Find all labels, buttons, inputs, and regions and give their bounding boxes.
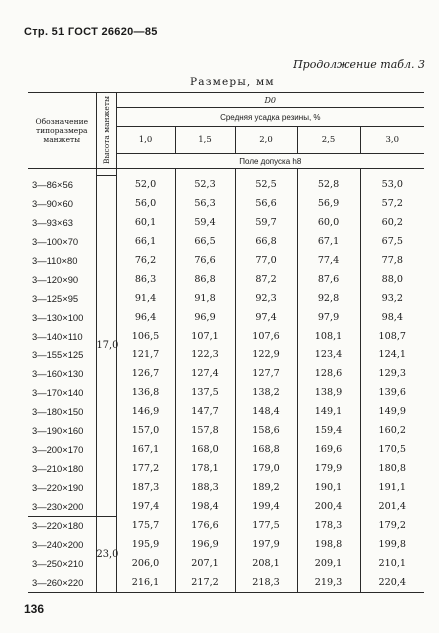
d0-value-cell: 59,4 bbox=[175, 213, 235, 232]
designation-cell: 3—230×200 bbox=[28, 497, 96, 516]
d0-value-cell: 59,7 bbox=[235, 213, 297, 232]
d0-value-cell: 77,8 bbox=[360, 251, 424, 270]
d0-value-cell: 199,8 bbox=[360, 535, 424, 554]
table-row bbox=[28, 176, 424, 195]
designation-cell: 3—250×210 bbox=[28, 554, 96, 573]
d0-value-cell: 176,6 bbox=[175, 516, 235, 535]
d0-value-cell: 199,4 bbox=[235, 497, 297, 516]
d0-value-cell: 200,4 bbox=[297, 497, 360, 516]
table-row bbox=[28, 308, 424, 327]
d0-value-cell: 179,9 bbox=[297, 459, 360, 478]
height-column-header: Высота манжеты bbox=[101, 95, 111, 164]
d0-value-cell: 147,7 bbox=[175, 402, 235, 421]
table-row bbox=[28, 251, 424, 270]
d0-value-cell: 189,2 bbox=[235, 478, 297, 497]
d0-value-cell: 159,4 bbox=[297, 421, 360, 440]
d0-value-cell: 60,0 bbox=[297, 213, 360, 232]
d0-value-cell: 207,1 bbox=[175, 554, 235, 573]
d0-value-cell: 175,7 bbox=[116, 516, 175, 535]
d0-value-cell: 136,8 bbox=[116, 383, 175, 402]
d0-value-cell: 127,4 bbox=[175, 364, 235, 383]
d0-value-cell: 87,6 bbox=[297, 270, 360, 289]
d0-value-cell: 52,8 bbox=[297, 176, 360, 195]
d0-value-cell: 178,1 bbox=[175, 459, 235, 478]
d0-value-cell: 126,7 bbox=[116, 364, 175, 383]
d0-value-cell: 177,5 bbox=[235, 516, 297, 535]
d0-value-cell: 168,8 bbox=[235, 440, 297, 459]
d0-value-cell: 149,1 bbox=[297, 402, 360, 421]
d0-value-cell: 208,1 bbox=[235, 554, 297, 573]
d0-value-cell: 92,3 bbox=[235, 289, 297, 308]
d0-value-cell: 92,8 bbox=[297, 289, 360, 308]
d0-value-cell: 56,3 bbox=[175, 194, 235, 213]
d0-value-cell: 88,0 bbox=[360, 270, 424, 289]
d0-value-cell: 157,0 bbox=[116, 421, 175, 440]
d0-value-cell: 139,6 bbox=[360, 383, 424, 402]
designation-cell: 3—155×125 bbox=[28, 346, 96, 365]
shrinkage-value: 1,0 bbox=[116, 127, 175, 154]
d0-value-cell: 148,4 bbox=[235, 402, 297, 421]
d0-value-cell: 167,1 bbox=[116, 440, 175, 459]
d0-value-cell: 86,8 bbox=[175, 270, 235, 289]
d0-value-cell: 128,6 bbox=[297, 364, 360, 383]
d0-value-cell: 196,9 bbox=[175, 535, 235, 554]
shrinkage-value: 1,5 bbox=[175, 127, 235, 154]
designation-cell: 3—260×220 bbox=[28, 573, 96, 592]
d0-value-cell: 76,2 bbox=[116, 251, 175, 270]
d0-value-cell: 66,8 bbox=[235, 232, 297, 251]
d0-value-cell: 77,4 bbox=[297, 251, 360, 270]
sizes-title: Размеры, мм bbox=[190, 76, 275, 88]
d0-value-cell: 121,7 bbox=[116, 346, 175, 365]
d0-value-cell: 107,6 bbox=[235, 327, 297, 346]
d0-value-cell: 52,0 bbox=[116, 176, 175, 195]
d0-value-cell: 195,9 bbox=[116, 535, 175, 554]
table-row bbox=[28, 535, 424, 554]
d0-value-cell: 60,2 bbox=[360, 213, 424, 232]
designation-cell: 3—93×63 bbox=[28, 213, 96, 232]
designation-cell: 3—190×160 bbox=[28, 421, 96, 440]
d0-header: D0 bbox=[116, 93, 424, 108]
d0-value-cell: 170,5 bbox=[360, 440, 424, 459]
d0-value-cell: 127,7 bbox=[235, 364, 297, 383]
d0-value-cell: 209,1 bbox=[297, 554, 360, 573]
d0-value-cell: 87,2 bbox=[235, 270, 297, 289]
d0-value-cell: 96,4 bbox=[116, 308, 175, 327]
d0-value-cell: 157,8 bbox=[175, 421, 235, 440]
d0-value-cell: 122,9 bbox=[235, 346, 297, 365]
table-row bbox=[28, 497, 424, 516]
table-row bbox=[28, 383, 424, 402]
shrinkage-value: 3,0 bbox=[360, 127, 424, 154]
d0-value-cell: 108,1 bbox=[297, 327, 360, 346]
table-continuation-label: Продолжение табл. 3 bbox=[293, 58, 425, 71]
designation-column-header: Обозначение типоразмера манжеты bbox=[28, 93, 96, 169]
d0-value-cell: 91,4 bbox=[116, 289, 175, 308]
designation-cell: 3—140×110 bbox=[28, 327, 96, 346]
height-cell: 17,0 bbox=[96, 176, 116, 517]
d0-value-cell: 66,1 bbox=[116, 232, 175, 251]
table-row bbox=[28, 516, 424, 535]
d0-value-cell: 122,3 bbox=[175, 346, 235, 365]
d0-value-cell: 180,8 bbox=[360, 459, 424, 478]
d0-value-cell: 220,4 bbox=[360, 573, 424, 592]
d0-value-cell: 56,0 bbox=[116, 194, 175, 213]
shrinkage-value: 2,0 bbox=[235, 127, 297, 154]
d0-value-cell: 52,3 bbox=[175, 176, 235, 195]
d0-value-cell: 77,0 bbox=[235, 251, 297, 270]
designation-cell: 3—180×150 bbox=[28, 402, 96, 421]
designation-cell: 3—120×90 bbox=[28, 270, 96, 289]
designation-cell: 3—200×170 bbox=[28, 440, 96, 459]
d0-value-cell: 169,6 bbox=[297, 440, 360, 459]
d0-value-cell: 66,5 bbox=[175, 232, 235, 251]
d0-value-cell: 201,4 bbox=[360, 497, 424, 516]
page-header: Стр. 51 ГОСТ 26620—85 bbox=[24, 26, 158, 38]
table-row bbox=[28, 270, 424, 289]
designation-cell: 3—170×140 bbox=[28, 383, 96, 402]
table-row bbox=[28, 194, 424, 213]
d0-value-cell: 217,2 bbox=[175, 573, 235, 592]
d0-value-cell: 160,2 bbox=[360, 421, 424, 440]
height-cell: 23,0 bbox=[96, 516, 116, 593]
d0-value-cell: 138,9 bbox=[297, 383, 360, 402]
table-row bbox=[28, 573, 424, 592]
d0-value-cell: 138,2 bbox=[235, 383, 297, 402]
d0-value-cell: 56,9 bbox=[297, 194, 360, 213]
d0-value-cell: 60,1 bbox=[116, 213, 175, 232]
d0-value-cell: 124,1 bbox=[360, 346, 424, 365]
d0-value-cell: 158,6 bbox=[235, 421, 297, 440]
shrinkage-header: Средняя усадка резины, % bbox=[116, 108, 424, 127]
d0-value-cell: 197,4 bbox=[116, 497, 175, 516]
d0-value-cell: 107,1 bbox=[175, 327, 235, 346]
d0-value-cell: 219,3 bbox=[297, 573, 360, 592]
d0-value-cell: 67,1 bbox=[297, 232, 360, 251]
d0-value-cell: 218,3 bbox=[235, 573, 297, 592]
d0-value-cell: 97,9 bbox=[297, 308, 360, 327]
d0-value-cell: 216,1 bbox=[116, 573, 175, 592]
designation-cell: 3—220×190 bbox=[28, 478, 96, 497]
d0-value-cell: 123,4 bbox=[297, 346, 360, 365]
d0-value-cell: 149,9 bbox=[360, 402, 424, 421]
designation-cell: 3—220×180 bbox=[28, 516, 96, 535]
table-row bbox=[28, 346, 424, 365]
d0-value-cell: 179,0 bbox=[235, 459, 297, 478]
d0-value-cell: 177,2 bbox=[116, 459, 175, 478]
table-row bbox=[28, 554, 424, 573]
d0-value-cell: 179,2 bbox=[360, 516, 424, 535]
d0-value-cell: 198,8 bbox=[297, 535, 360, 554]
tolerance-header: Поле допуска h8 bbox=[116, 154, 424, 169]
d0-value-cell: 108,7 bbox=[360, 327, 424, 346]
d0-value-cell: 96,9 bbox=[175, 308, 235, 327]
d0-value-cell: 206,0 bbox=[116, 554, 175, 573]
dimensions-table bbox=[28, 92, 424, 593]
d0-value-cell: 52,5 bbox=[235, 176, 297, 195]
d0-value-cell: 53,0 bbox=[360, 176, 424, 195]
d0-value-cell: 129,3 bbox=[360, 364, 424, 383]
d0-value-cell: 197,9 bbox=[235, 535, 297, 554]
d0-value-cell: 187,3 bbox=[116, 478, 175, 497]
d0-value-cell: 97,4 bbox=[235, 308, 297, 327]
designation-cell: 3—125×95 bbox=[28, 289, 96, 308]
designation-cell: 3—100×70 bbox=[28, 232, 96, 251]
table-row bbox=[28, 440, 424, 459]
d0-value-cell: 91,8 bbox=[175, 289, 235, 308]
designation-cell: 3—210×180 bbox=[28, 459, 96, 478]
table-row bbox=[28, 364, 424, 383]
d0-value-cell: 56,6 bbox=[235, 194, 297, 213]
d0-value-cell: 57,2 bbox=[360, 194, 424, 213]
d0-value-cell: 86,3 bbox=[116, 270, 175, 289]
page-number: 136 bbox=[24, 602, 45, 616]
d0-value-cell: 106,5 bbox=[116, 327, 175, 346]
d0-value-cell: 198,4 bbox=[175, 497, 235, 516]
table-row bbox=[28, 232, 424, 251]
table-row bbox=[28, 289, 424, 308]
table-row bbox=[28, 421, 424, 440]
table-row bbox=[28, 402, 424, 421]
table-row bbox=[28, 213, 424, 232]
d0-value-cell: 191,1 bbox=[360, 478, 424, 497]
designation-cell: 3—110×80 bbox=[28, 251, 96, 270]
designation-cell: 3—240×200 bbox=[28, 535, 96, 554]
d0-value-cell: 146,9 bbox=[116, 402, 175, 421]
table-row bbox=[28, 478, 424, 497]
shrinkage-value: 2,5 bbox=[297, 127, 360, 154]
table-row bbox=[28, 459, 424, 478]
d0-value-cell: 67,5 bbox=[360, 232, 424, 251]
d0-value-cell: 188,3 bbox=[175, 478, 235, 497]
d0-value-cell: 168,0 bbox=[175, 440, 235, 459]
designation-cell: 3—160×130 bbox=[28, 364, 96, 383]
table-row bbox=[28, 327, 424, 346]
designation-cell: 3—86×56 bbox=[28, 176, 96, 195]
d0-value-cell: 76,6 bbox=[175, 251, 235, 270]
d0-value-cell: 190,1 bbox=[297, 478, 360, 497]
d0-value-cell: 98,4 bbox=[360, 308, 424, 327]
d0-value-cell: 93,2 bbox=[360, 289, 424, 308]
d0-value-cell: 137,5 bbox=[175, 383, 235, 402]
designation-cell: 3—130×100 bbox=[28, 308, 96, 327]
d0-value-cell: 178,3 bbox=[297, 516, 360, 535]
d0-value-cell: 210,1 bbox=[360, 554, 424, 573]
designation-cell: 3—90×60 bbox=[28, 194, 96, 213]
